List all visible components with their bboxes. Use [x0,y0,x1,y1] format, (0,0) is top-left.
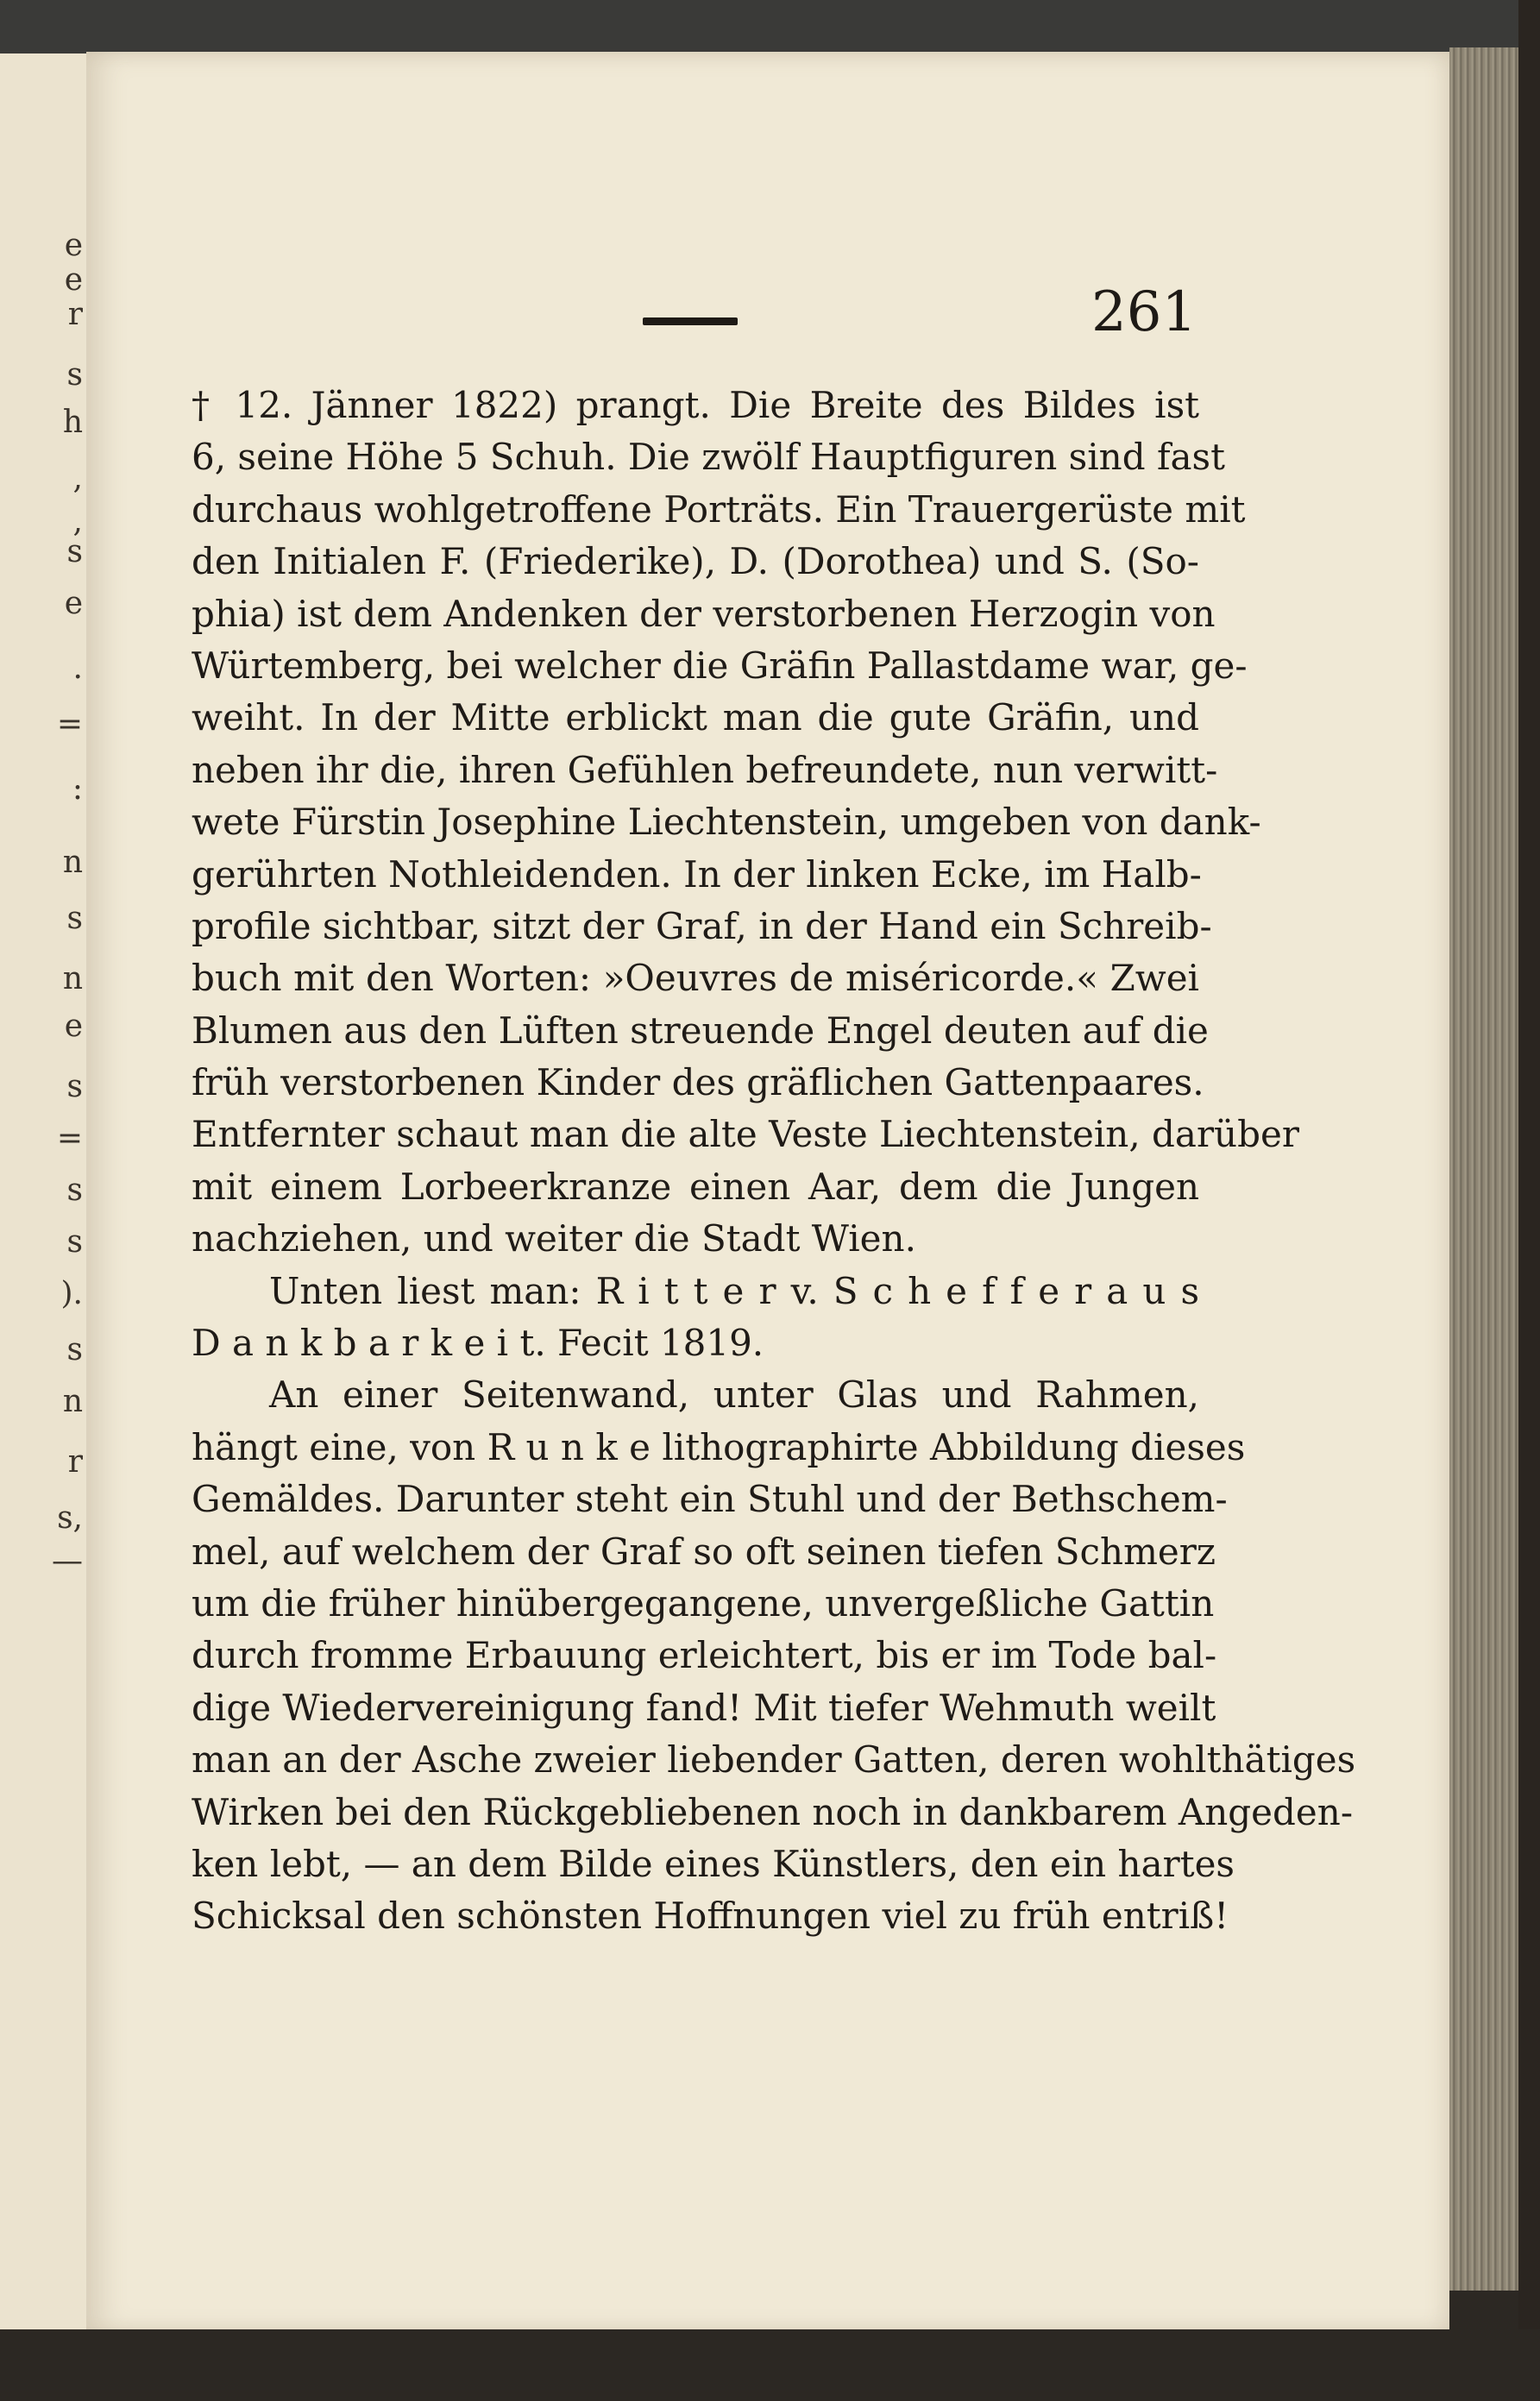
text-line: D a n k b a r k e i t. Fecit 1819. [192,1322,764,1365]
text-line: mel, auf welchem der Graf so oft seinen tiefen Schmerz [192,1530,1216,1573]
text-line: profile sichtbar, sitzt der Graf, in der Hand ein Schreib- [192,904,1212,947]
facing-page-char: s [66,1224,83,1260]
facing-page-char: e [64,262,83,298]
scan-background-bottom [0,2329,1540,2401]
text-line: durch fromme Erbauung erleichtert, bis er im Tode bal- [192,1634,1217,1677]
text-line: durchaus wohlgetroffene Porträts. Ein Trauergerüste mit [192,487,1246,531]
facing-page-char: s [66,1332,83,1367]
book-fore-edge [1449,47,1518,2291]
text-line: weiht. In der Mitte erblickt man die gute Gräfin, und [192,696,1199,739]
facing-page-char: , [72,461,83,496]
text-line: den Initialen F. (Friederike), D. (Dorothea) und S. (So- [192,540,1199,583]
text-line: phia) ist dem Andenken der verstorbenen Herzogin von [192,592,1216,635]
text-line: Schicksal den schönsten Hoffnungen viel zu früh entriß! [192,1895,1229,1938]
facing-page-char: = [56,1121,83,1156]
facing-page-char: — [52,1543,83,1579]
text-line: Entfernter schaut man die alte Veste Liechtenstein, darüber [192,1113,1299,1156]
scan-background-right [1518,0,1540,2401]
text-line: buch mit den Worten: »Oeuvres de miséricorde.« Zwei [192,957,1199,1000]
facing-page-char: s [66,357,83,393]
text-line: Blumen aus den Lüften streuende Engel deuten auf die [192,1009,1209,1052]
facing-page-char: s [66,1172,83,1208]
text-line: mit einem Lorbeerkranze einen Aar, dem die Jungen [192,1165,1199,1208]
text-line: ken lebt, — an dem Bilde eines Künstlers, den ein hartes [192,1842,1235,1885]
facing-page-char: ). [60,1276,83,1311]
text-line: † 12. Jänner 1822) prangt. Die Breite des Bildes ist [192,384,1199,426]
text-line: gerührten Nothleidenden. In der linken Ecke, im Halb- [192,852,1202,896]
text-line: dige Wiedervereinigung fand! Mit tiefer Wehmuth weilt [192,1686,1216,1729]
facing-page-char: s [66,901,83,936]
text-line: neben ihr die, ihren Gefühlen befreundete, nun verwitt- [192,748,1218,791]
text-line: Unten liest man: R i t t e r v. S c h e f f e r a u s [269,1269,1199,1312]
facing-page-char: . [72,651,83,686]
body-text [192,380,1356,1943]
facing-page-char: e [64,1009,83,1044]
facing-page-char: n [62,1384,83,1419]
text-line: nachziehen, und weiter die Stadt Wien. [192,1217,916,1260]
facing-page-char: , [72,504,83,539]
text-line: Würtemberg, bei welcher die Gräfin Pallastdame war, ge- [192,644,1248,687]
facing-page-char: h [62,405,83,440]
text-line: um die früher hinübergegangene, unvergeßliche Gattin [192,1581,1215,1625]
text-line: An einer Seitenwand, unter Glas und Rahmen, [269,1373,1199,1417]
facing-page-char: r [67,1444,83,1480]
facing-page-edge [0,53,95,2331]
facing-page-char: e [64,228,83,263]
facing-page-char: s [66,534,83,569]
text-line: 6, seine Höhe 5 Schuh. Die zwölf Hauptfiguren sind fast [192,436,1225,479]
facing-page-char: : [72,771,83,807]
facing-page-char: s [66,1069,83,1104]
text-line: man an der Asche zweier liebender Gatten, deren wohlthätiges [192,1738,1356,1782]
facing-page-char: = [56,707,83,742]
facing-page-char: e [64,586,83,621]
text-line: Wirken bei den Rückgebliebenen noch in dankbarem Angeden- [192,1790,1354,1833]
text-line: Gemäldes. Darunter steht ein Stuhl und der Bethschem- [192,1478,1228,1521]
header-rule [643,317,738,325]
text-line: wete Fürstin Josephine Liechtenstein, umgeben von dank- [192,801,1261,844]
facing-page-char: n [62,961,83,996]
facing-page-char: s, [57,1500,83,1536]
page-number: 261 [1091,280,1197,344]
text-line: früh verstorbenen Kinder des gräflichen Gattenpaares. [192,1061,1204,1104]
text-line: hängt eine, von R u n k e lithographirte Abbildung dieses [192,1425,1246,1468]
facing-page-char: r [67,297,83,332]
facing-page-char: n [62,845,83,880]
